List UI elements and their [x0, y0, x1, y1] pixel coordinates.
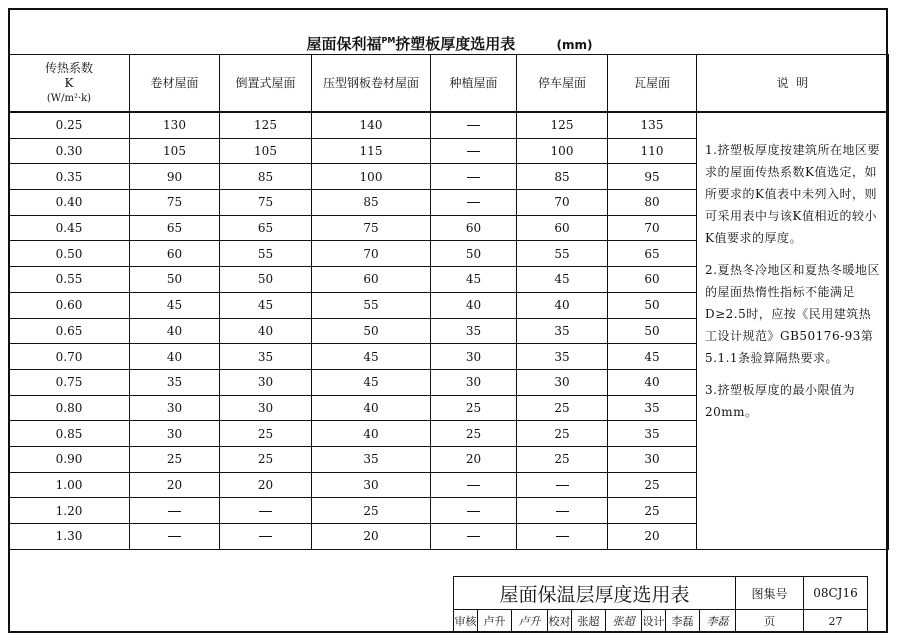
header-k-line1: 传热系数: [44, 60, 93, 75]
thickness-cell: 140: [312, 112, 431, 138]
atlas-label: 图集号: [736, 577, 804, 610]
thickness-cell: 25: [517, 421, 608, 447]
thickness-cell: 70: [608, 215, 697, 241]
header-col: 种植屋面: [431, 55, 517, 113]
thickness-cell: 25: [312, 498, 431, 524]
dash-mark: [467, 125, 480, 126]
drawing-title: 屋面保温层厚度选用表: [454, 577, 736, 610]
thickness-cell: 80: [608, 190, 697, 216]
thickness-cell: 30: [130, 395, 220, 421]
design-label: 设计: [642, 610, 666, 633]
thickness-cell: [431, 472, 517, 498]
checker-name: 张超: [572, 610, 606, 633]
thickness-cell: 20: [608, 524, 697, 550]
dash-mark: [467, 511, 480, 512]
k-value-cell: 0.60: [9, 292, 130, 318]
k-value-cell: 0.25: [9, 112, 130, 138]
thickness-cell: [431, 112, 517, 138]
thickness-cell: 25: [608, 472, 697, 498]
thickness-cell: 50: [220, 267, 312, 293]
thickness-cell: 40: [431, 292, 517, 318]
thickness-cell: 60: [312, 267, 431, 293]
thickness-cell: 75: [130, 190, 220, 216]
k-value-cell: 0.85: [9, 421, 130, 447]
note-paragraph: 1.挤塑板厚度按建筑所在地区要求的屋面传热系数K值选定，如所要求的K值表中未列入时，则可采用表中与该K值相近的较小K值要求的厚度。: [705, 143, 880, 245]
atlas-number: 08CJ16: [804, 577, 868, 610]
thickness-cell: 125: [517, 112, 608, 138]
dash-mark: [467, 536, 480, 537]
thickness-cell: 45: [431, 267, 517, 293]
k-value-cell: 0.90: [9, 446, 130, 472]
thickness-cell: 25: [220, 421, 312, 447]
k-value-cell: 0.35: [9, 164, 130, 190]
k-value-cell: 0.55: [9, 267, 130, 293]
thickness-cell: 85: [517, 164, 608, 190]
thickness-cell: 50: [130, 267, 220, 293]
thickness-cell: 35: [517, 344, 608, 370]
table-title: [0, 33, 899, 54]
thickness-cell: 30: [130, 421, 220, 447]
check-label: 校对: [548, 610, 572, 633]
header-col: 倒置式屋面: [220, 55, 312, 113]
page-number: 27: [804, 610, 868, 633]
note-paragraph: 3.挤塑板厚度的最小限值为20mm。: [705, 383, 855, 419]
thickness-cell: 35: [312, 446, 431, 472]
thickness-cell: 135: [608, 112, 697, 138]
dash-mark: [467, 151, 480, 152]
designer-signature: 李磊: [700, 610, 736, 633]
k-value-cell: 0.75: [9, 369, 130, 395]
thickness-cell: 35: [220, 344, 312, 370]
thickness-cell: 30: [431, 369, 517, 395]
thickness-cell: [431, 498, 517, 524]
k-value-cell: 0.45: [9, 215, 130, 241]
header-k-line2: K: [64, 75, 74, 90]
thickness-cell: 25: [431, 395, 517, 421]
k-value-cell: 0.80: [9, 395, 130, 421]
thickness-cell: 30: [517, 369, 608, 395]
designer-name: 李磊: [666, 610, 700, 633]
thickness-cell: 25: [431, 421, 517, 447]
title-unit: (mm): [556, 38, 593, 52]
table-row: [9, 112, 889, 138]
thickness-cell: 65: [130, 215, 220, 241]
header-k: [9, 55, 130, 113]
thickness-cell: [517, 524, 608, 550]
k-value-cell: 1.20: [9, 498, 130, 524]
thickness-cell: 45: [130, 292, 220, 318]
thickness-cell: 60: [608, 267, 697, 293]
dash-mark: [259, 511, 272, 512]
thickness-cell: 35: [608, 395, 697, 421]
thickness-cell: 30: [220, 395, 312, 421]
thickness-cell: 90: [130, 164, 220, 190]
k-value-cell: 0.65: [9, 318, 130, 344]
dash-mark: [556, 511, 569, 512]
dash-mark: [168, 536, 181, 537]
thickness-cell: 85: [220, 164, 312, 190]
note-paragraph: 2.夏热冬冷地区和夏热冬暖地区的屋面热惰性指标不能满足D≥2.5时，应按《民用建筑热工设计规范》GB50176-93第5.1.1条验算隔热要求。: [705, 263, 880, 365]
thickness-cell: [517, 472, 608, 498]
thickness-cell: 25: [608, 498, 697, 524]
thickness-cell: 110: [608, 138, 697, 164]
thickness-cell: 60: [130, 241, 220, 267]
header-col: 停车屋面: [517, 55, 608, 113]
header-col: 卷材屋面: [130, 55, 220, 113]
k-value-cell: 1.00: [9, 472, 130, 498]
header-k-line3: (W/m²·k): [46, 92, 92, 104]
thickness-cell: 20: [431, 446, 517, 472]
thickness-cell: [220, 524, 312, 550]
dash-mark: [556, 485, 569, 486]
title-rest: 挤塑板厚度选用表: [395, 35, 516, 53]
title-sup: PM: [381, 36, 396, 45]
thickness-cell: 65: [608, 241, 697, 267]
thickness-cell: 45: [312, 369, 431, 395]
thickness-cell: 50: [312, 318, 431, 344]
thickness-cell: [431, 190, 517, 216]
thickness-cell: 20: [220, 472, 312, 498]
thickness-cell: 100: [312, 164, 431, 190]
thickness-cell: 25: [220, 446, 312, 472]
thickness-cell: 30: [431, 344, 517, 370]
thickness-cell: [431, 524, 517, 550]
thickness-cell: 25: [517, 395, 608, 421]
header-col: 压型钢板卷材屋面: [312, 55, 431, 113]
thickness-cell: 70: [517, 190, 608, 216]
thickness-cell: 45: [608, 344, 697, 370]
thickness-cell: 70: [312, 241, 431, 267]
thickness-cell: [130, 524, 220, 550]
thickness-cell: 55: [312, 292, 431, 318]
thickness-cell: 55: [220, 241, 312, 267]
thickness-cell: 40: [130, 344, 220, 370]
title-block: [453, 576, 868, 633]
dash-mark: [556, 536, 569, 537]
thickness-cell: 65: [220, 215, 312, 241]
dash-mark: [259, 536, 272, 537]
thickness-cell: 60: [431, 215, 517, 241]
thickness-cell: 35: [130, 369, 220, 395]
thickness-cell: 25: [517, 446, 608, 472]
thickness-cell: 30: [312, 472, 431, 498]
dash-mark: [467, 202, 480, 203]
checker-signature: 张超: [606, 610, 642, 633]
thickness-cell: 40: [130, 318, 220, 344]
thickness-cell: 40: [517, 292, 608, 318]
k-value-cell: 1.30: [9, 524, 130, 550]
thickness-cell: 100: [517, 138, 608, 164]
header-notes: 说 明: [697, 55, 889, 113]
review-label: 审核: [454, 610, 478, 633]
thickness-cell: 50: [431, 241, 517, 267]
thickness-cell: [517, 498, 608, 524]
header-row: [9, 55, 889, 113]
thickness-cell: [220, 498, 312, 524]
thickness-cell: 55: [517, 241, 608, 267]
thickness-cell: 130: [130, 112, 220, 138]
k-value-cell: 0.50: [9, 241, 130, 267]
thickness-cell: 40: [220, 318, 312, 344]
thickness-cell: 45: [312, 344, 431, 370]
thickness-cell: 50: [608, 292, 697, 318]
thickness-cell: 20: [312, 524, 431, 550]
title-main: 屋面保利福: [306, 35, 382, 53]
thickness-cell: 45: [517, 267, 608, 293]
k-value-cell: 0.70: [9, 344, 130, 370]
dash-mark: [168, 511, 181, 512]
dash-mark: [467, 485, 480, 486]
thickness-cell: 30: [608, 446, 697, 472]
thickness-cell: 85: [312, 190, 431, 216]
thickness-cell: 35: [608, 421, 697, 447]
reviewer-signature: 卢升: [512, 610, 548, 633]
thickness-cell: 35: [431, 318, 517, 344]
reviewer-name: 卢升: [478, 610, 512, 633]
k-value-cell: 0.40: [9, 190, 130, 216]
thickness-cell: 75: [312, 215, 431, 241]
thickness-cell: 115: [312, 138, 431, 164]
thickness-cell: [431, 164, 517, 190]
thickness-cell: 95: [608, 164, 697, 190]
thickness-cell: 125: [220, 112, 312, 138]
thickness-cell: 40: [312, 395, 431, 421]
k-value-cell: 0.30: [9, 138, 130, 164]
thickness-table: [8, 54, 889, 550]
thickness-cell: [130, 498, 220, 524]
thickness-cell: 45: [220, 292, 312, 318]
dash-mark: [467, 177, 480, 178]
thickness-cell: 50: [608, 318, 697, 344]
thickness-cell: 75: [220, 190, 312, 216]
thickness-cell: 40: [312, 421, 431, 447]
page-label: 页: [736, 610, 804, 633]
notes-cell: [697, 112, 889, 549]
thickness-cell: 60: [517, 215, 608, 241]
thickness-cell: [431, 138, 517, 164]
thickness-cell: 40: [608, 369, 697, 395]
thickness-cell: 20: [130, 472, 220, 498]
thickness-cell: 25: [130, 446, 220, 472]
thickness-cell: 35: [517, 318, 608, 344]
thickness-cell: 30: [220, 369, 312, 395]
thickness-cell: 105: [220, 138, 312, 164]
thickness-cell: 105: [130, 138, 220, 164]
header-col: 瓦屋面: [608, 55, 697, 113]
